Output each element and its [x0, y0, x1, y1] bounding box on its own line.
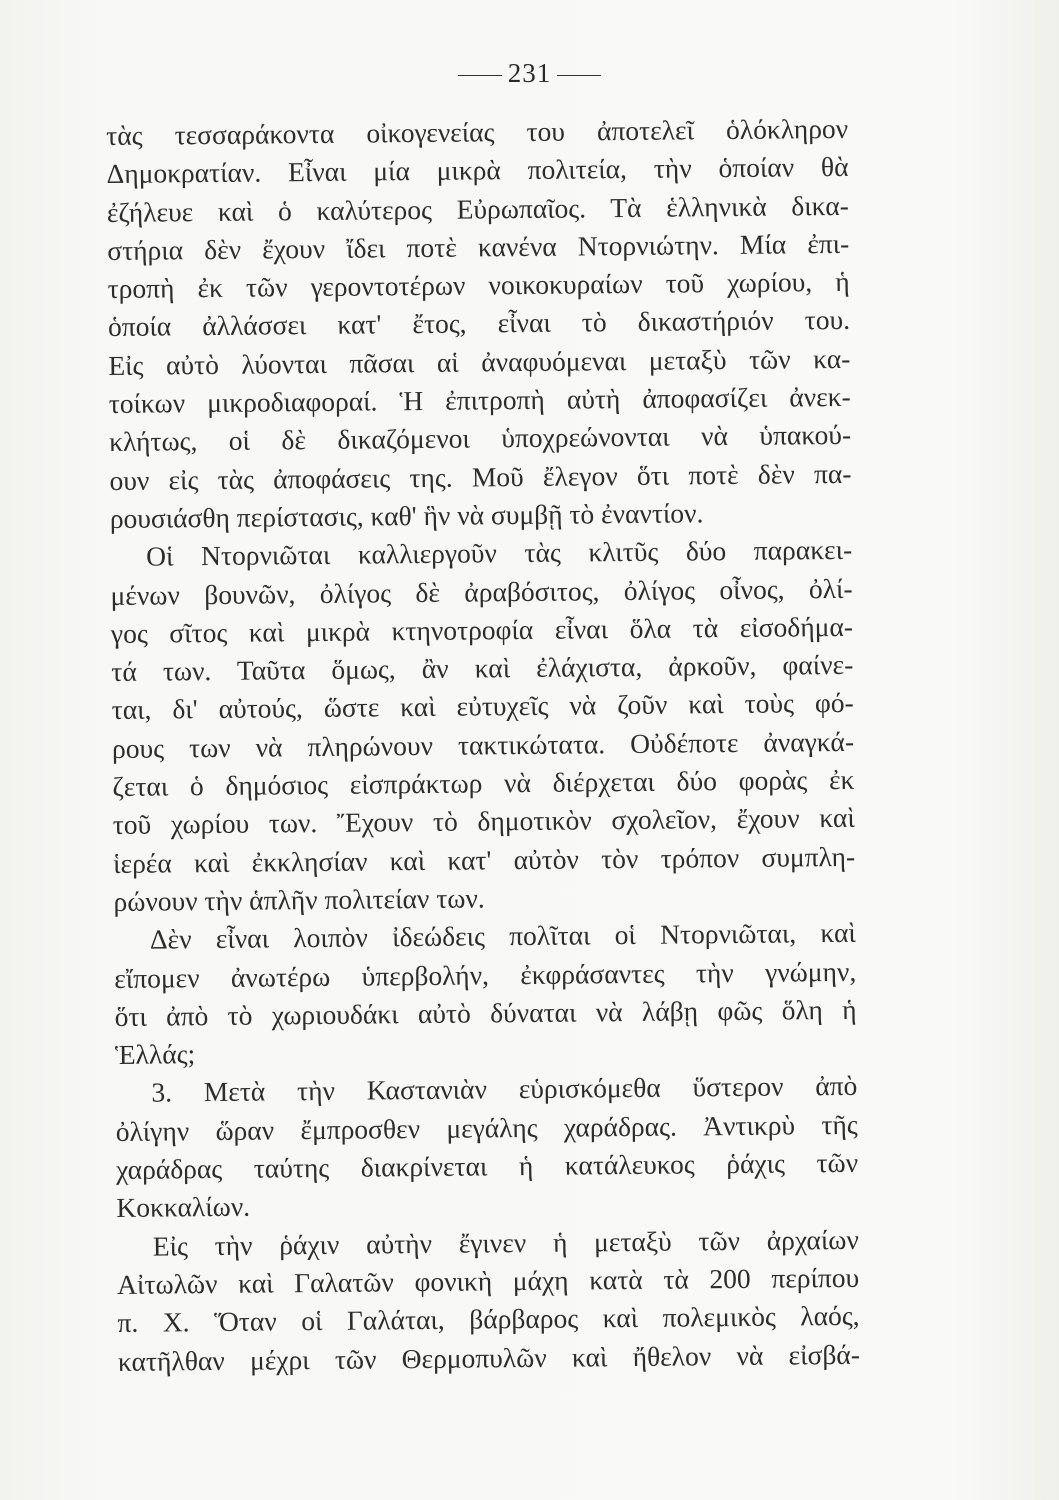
text-line: τὰς τεσσαράκοντα οἰκογενείας του ἀποτελεῖ ὁλόκληρον	[106, 112, 849, 151]
text-line: γος σῖτος καὶ μικρὰ κτηνοτροφία εἶναι ὅλα τὰ εἰσοδήμα-	[110, 610, 854, 649]
text-line: τροπὴ ἐκ τῶν γεροντοτέρων νοικοκυραίων τοῦ χωρίου, ἡ	[107, 266, 850, 305]
text-line: Κοκκαλίων.	[116, 1190, 251, 1224]
text-line: ουν εἰς τὰς ἀποφάσεις της. Μοῦ ἔλεγον ὅτι ποτὲ δὲν πα-	[109, 457, 852, 496]
text-line: στήρια δὲν ἔχουν ἴδει ποτὲ κανένα Ντορνιώτην. Μία ἐπι-	[107, 227, 850, 266]
text-line: π. Χ. Ὅταν οἱ Γαλάται, βάρβαρος καὶ πολεμικὸς λαός,	[117, 1300, 860, 1339]
page-number: 231	[507, 58, 552, 88]
body-text	[106, 110, 860, 1381]
text-line: ὅτι ἀπὸ τὸ χωριουδάκι αὐτὸ δύναται νὰ λάβῃ φῶς ὅλη ἡ	[114, 993, 857, 1032]
left-dash	[458, 75, 502, 76]
right-dash	[557, 75, 601, 76]
text-line: τά των. Ταῦτα ὅμως, ἂν καὶ ἐλάχιστα, ἀρκοῦν, φαίνε-	[111, 649, 854, 688]
text-line: ζεται ὁ δημόσιος εἰσπράκτωρ νὰ διέρχεται δύο φορὰς ἐκ	[112, 763, 855, 803]
section-start: 3. Μετὰ τὴν Καστανιὰν εὑρισκόμεθα ὕστερον ἀπὸ	[151, 1070, 858, 1109]
text-line: χαράδρας ταύτης διακρίνεται ἡ κατάλευκος ῥάχις τῶν	[115, 1146, 859, 1185]
text-line: εἴπομεν ἀνωτέρω ὑπερβολήν, ἐκφράσαντες τὴν γνώμην,	[114, 955, 857, 994]
text-line: ται, δι' αὐτούς, ὥστε καὶ εὐτυχεῖς νὰ ζοῦν καὶ τοὺς φό-	[111, 687, 854, 726]
text-line: μένων βουνῶν, ὀλίγος δὲ ἀραβόσιτος, ὀλίγος οἶνος, ὀλί-	[110, 572, 853, 611]
text-line: ἱερέα καὶ ἐκκλησίαν καὶ κατ' αὐτὸν τὸν τρόπον συμπλη-	[113, 840, 856, 879]
text-line: τοίκων μικροδιαφοραί. Ἡ ἐπιτροπὴ αὐτὴ ἀποφασίζει ἀνεκ-	[108, 380, 851, 420]
text-line: Ἑλλάς;	[114, 1038, 196, 1071]
text-line: ρους των νὰ πληρώνουν τακτικώτατα. Οὐδέποτε ἀναγκά-	[111, 725, 855, 764]
text-line: κλήτως, οἱ δὲ δικαζόμενοι ὑποχρεώνονται νὰ ὑπακού-	[108, 419, 852, 458]
text-line: Αἰτωλῶν καὶ Γαλατῶν φονικὴ μάχη κατὰ τὰ 200 περίπου	[117, 1261, 860, 1300]
text-line: κατῆλθαν μέχρι τῶν Θερμοπυλῶν καὶ ἤθελον νὰ εἰσβά-	[117, 1338, 861, 1377]
text-line: ὀλίγην ὥραν ἔμπροσθεν μεγάλης χαράδρας. Ἀντικρὺ τῆς	[115, 1108, 858, 1147]
text-line: ρουσιάσθη περίστασις, καθ' ἣν νὰ συμβῇ τὸ ἐναντίον.	[109, 497, 704, 534]
page-header	[0, 58, 1059, 89]
paragraph-start: Δὲν εἶναι λοιπὸν ἰδεώδεις πολῖται οἱ Ντορνιῶται, καὶ	[149, 917, 857, 955]
text-line: ρώνουν τὴν ἁπλῆν πολιτείαν των.	[113, 882, 485, 917]
text-line: Εἰς αὐτὸ λύονται πᾶσαι αἱ ἀναφυόμεναι μεταξὺ τῶν κα-	[108, 342, 851, 381]
paragraph-start: Εἰς τὴν ῥάχιν αὐτὴν ἔγινεν ἡ μεταξὺ τῶν ἀρχαίων	[152, 1223, 859, 1262]
text-line: Δημοκρατίαν. Εἶναι μία μικρὰ πολιτεία, τὴν ὁποίαν θὰ	[106, 151, 849, 190]
paragraph-start: Οἱ Ντορνιῶται καλλιεργοῦν τὰς κλιτῦς δύο παρακει-	[146, 534, 853, 572]
text-line: τοῦ χωρίου των. Ἔχουν τὸ δημοτικὸν σχολεῖον, ἔχουν καὶ	[112, 802, 855, 841]
text-line: ἐζήλευε καὶ ὁ καλύτερος Εὐρωπαῖος. Τὰ ἑλληνικὰ δικα-	[106, 189, 850, 228]
text-line: ὁποία ἀλλάσσει κατ' ἔτος, εἶναι τὸ δικαστήριόν του.	[107, 304, 851, 343]
